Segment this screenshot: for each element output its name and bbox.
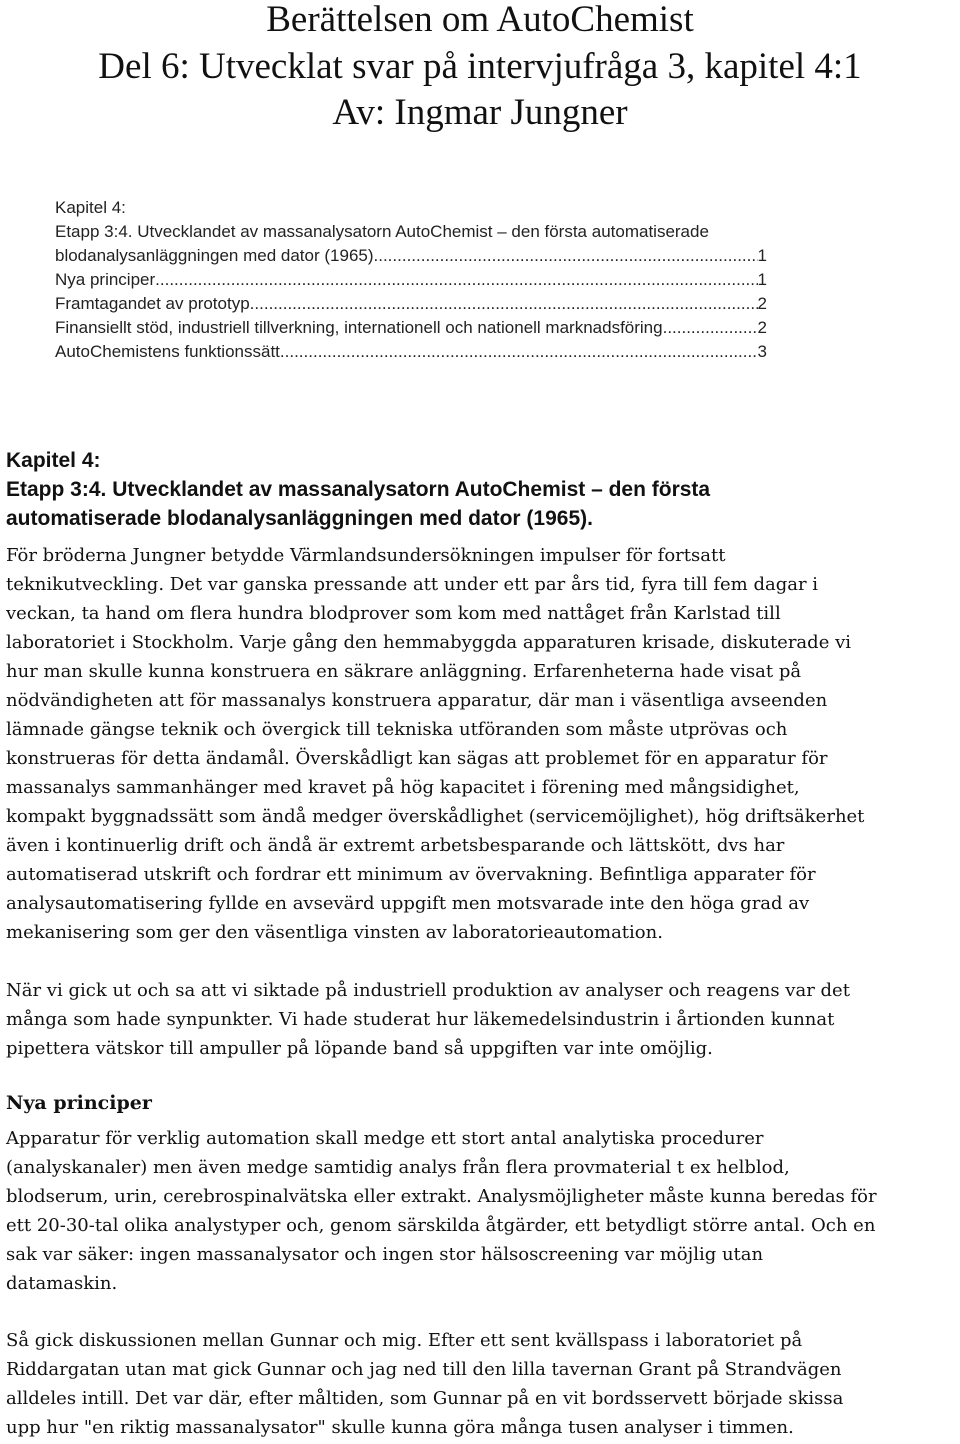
body-paragraph-2 [6,976,958,1063]
title-line-2: Del 6: Utvecklat svar på intervjufråga 3, kapitel 4:1 [98,46,862,87]
toc-chapter-label: Kapitel 4: [55,198,126,217]
toc-entry-page: 1 [757,246,767,265]
toc-entry-page: 2 [757,294,767,313]
toc-leader-dots [663,316,758,340]
toc-entry[interactable] [55,316,767,340]
toc-leader-dots [155,268,757,292]
paragraph-line: analysautomatisering fyllde en avsevärd uppgift men motsvarade inte den höga grad av [6,893,810,914]
toc-leader-dots [374,244,758,268]
paragraph-line: även i kontinuerlig drift och ändå är extremt arbetsbesparande och lättskött, dvs har [6,835,785,856]
paragraph-line: veckan, ta hand om flera hundra blodprover som kom med nattåget från Karlstad till [6,603,781,624]
toc-entry[interactable] [55,292,767,316]
paragraph-line: massanalys sammanhänger med kravet på hög kapacitet i förening med mångsidighet, [6,777,800,798]
chapter-heading-line-3: automatiserade blodanalysanläggningen med dator (1965). [6,507,593,530]
toc-entry-title: AutoChemistens funktionssätt [55,342,280,361]
toc-entry-title: Framtagandet av prototyp [55,294,250,313]
paragraph-line: hur man skulle kunna konstruera en säkrare anläggning. Erfarenheterna hade visat på [6,661,802,682]
paragraph-line: många som hade synpunkter. Vi hade studerat hur läkemedelsindustrin i årtionden kunnat [6,1009,835,1030]
toc-etapp-line: Etapp 3:4. Utvecklandet av massanalysatorn AutoChemist – den första automatiserade [55,222,709,241]
paragraph-line: mekanisering som ger den väsentliga vinsten av laboratorieautomation. [6,922,663,943]
chapter-heading-line-1: Kapitel 4: [6,449,101,472]
toc-entry-title: blodanalysanläggningen med dator (1965) [55,246,374,265]
paragraph-line: (analyskanaler) men även medge samtidig analys från flera provmaterial t ex helblod, [6,1157,790,1178]
toc-entry-page: 2 [757,318,767,337]
paragraph-line: automatiserad utskrift och fordrar ett minimum av övervakning. Befintliga apparater för [6,864,816,885]
toc-entry-page: 1 [757,270,767,289]
toc-leader-dots [280,340,758,364]
toc-entry[interactable] [55,244,767,268]
title-line-3: Av: Ingmar Jungner [332,92,628,133]
toc-entry-title: Nya principer [55,270,156,289]
paragraph-line: lämnade gängse teknik och övergick till tekniska utföranden som måste utprövas och [6,719,788,740]
paragraph-line: laboratoriet i Stockholm. Varje gång den hemmabyggda apparaturen krisade, diskuterade vi [6,632,851,653]
toc-entry-page: 3 [757,342,767,361]
paragraph-line: blodserum, urin, cerebrospinalvätska eller extrakt. Analysmöjligheter måste kunna beredas för [6,1186,877,1207]
paragraph-line: konstrueras för detta ändamål. Överskådligt kan sägas att problemet för en apparatur för [6,748,828,769]
paragraph-line: sak var säker: ingen massanalysator och ingen stor hälsoscreening var möjlig utan [6,1244,764,1265]
toc-entry[interactable] [55,268,767,292]
toc-entry[interactable] [55,340,767,364]
body-paragraph-1 [6,541,958,947]
paragraph-line: pipettera vätskor till ampuller på löpande band så uppgiften var inte omöjlig. [6,1038,713,1059]
section-heading: Nya principer [6,1092,152,1114]
paragraph-line: När vi gick ut och sa att vi siktade på industriell produktion av analyser och reagens var det [6,980,850,1001]
paragraph-line: nödvändigheten att för massanalys konstruera apparatur, där man i väsentliga avseenden [6,690,828,711]
body-paragraph-4 [6,1326,958,1442]
chapter-heading [6,446,906,533]
paragraph-line: Apparatur för verklig automation skall medge ett stort antal analytiska procedurer [6,1128,764,1149]
paragraph-line: teknikutveckling. Det var ganska pressande att under ett par års tid, fyra till fem dagar i [6,574,819,595]
paragraph-line: datamaskin. [6,1273,118,1294]
paragraph-line: Riddargatan utan mat gick Gunnar och jag ned till den lilla tavernan Grant på Strandvägen [6,1359,842,1380]
paragraph-line: alldeles intill. Det var där, efter måltiden, som Gunnar på en vit bordsservett började skissa [6,1388,844,1409]
paragraph-line: Så gick diskussionen mellan Gunnar och mig. Efter ett sent kvällspass i laboratoriet på [6,1330,803,1351]
body-paragraph-3 [6,1124,958,1298]
paragraph-line: kompakt byggnadssätt som ändå medger överskådlighet (servicemöjlighet), hög driftsäkerhet [6,806,865,827]
title-line-1: Berättelsen om AutoChemist [266,0,694,40]
chapter-heading-line-2: Etapp 3:4. Utvecklandet av massanalysatorn AutoChemist – den första [6,478,711,501]
paragraph-line: upp hur "en riktig massanalysator" skulle kunna göra många tusen analyser i timmen. [6,1417,794,1438]
paragraph-line: För bröderna Jungner betydde Värmlandsundersökningen impulser för fortsatt [6,545,726,566]
toc-leader-dots [250,292,758,316]
paragraph-line: ett 20-30-tal olika analystyper och, genom särskilda åtgärder, ett betydligt större antal. Och en [6,1215,876,1236]
toc-entry-title: Finansiellt stöd, industriell tillverkning, internationell och nationell marknadsföring [55,318,663,337]
